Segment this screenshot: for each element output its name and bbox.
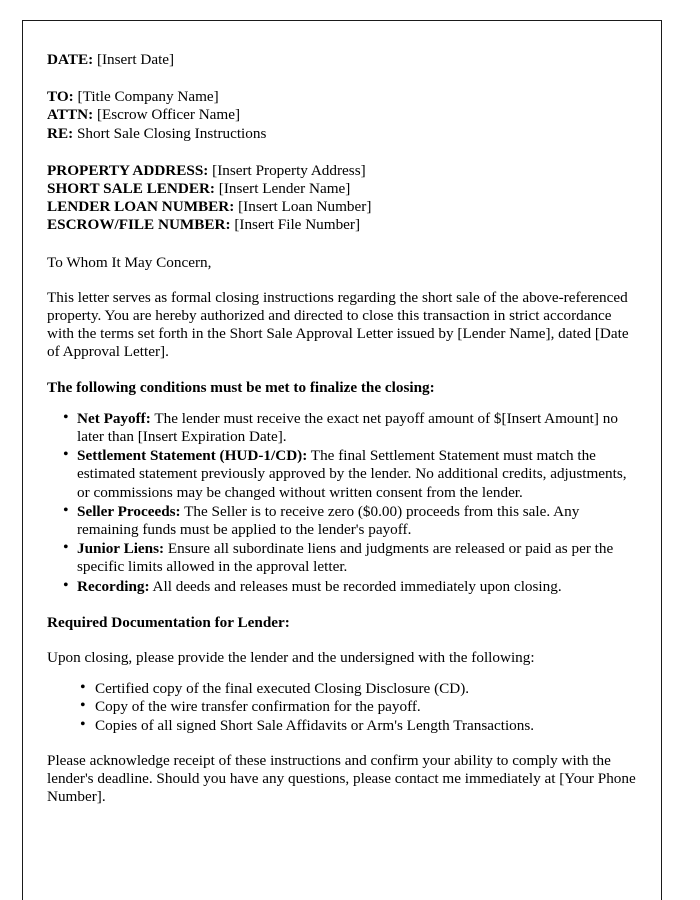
list-item [47,447,639,502]
field-property-address [47,162,639,180]
spacer [47,397,639,410]
intro-paragraph: This letter serves as formal closing instructions regarding the short sale of the above-referenced property. You are hereby authorized and directed to close this transaction in strict accordance with the terms set forth in the Short Sale Approval Letter issued by [Lender Name], dated [Date of Approval Letter]. [47,288,629,361]
list-item: • Certified copy of the final executed Closing Disclosure (CD). [47,680,639,698]
list-item [47,503,639,539]
documentation-list [47,680,639,735]
spacer [47,735,639,752]
field-to-label: TO: [47,88,74,106]
spacer [47,597,639,614]
field-date-label: DATE: [47,51,94,68]
list-item [47,578,639,596]
conditions-heading: The following conditions must be met to finalize the closing: [47,378,435,396]
field-date [47,51,639,69]
field-re [47,125,639,143]
spacer [47,632,639,649]
field-short-sale-lender-label: SHORT SALE LENDER: [47,180,215,198]
spacer [47,272,639,289]
field-escrow-file-number-label: ESCROW/FILE NUMBER: [47,216,231,234]
condition-term: Settlement Statement (HUD-1/CD): [77,447,308,465]
condition-text: The final Settlement Statement must match the estimated statement previously approved by the lender. No additional credits, adjustments, or commissions may be changed without written consent from the lender. [77,447,627,501]
list-item [47,410,639,446]
recipient-block [47,88,639,143]
field-date-value: [Insert Date] [96,51,175,68]
document-page [22,20,662,900]
field-to-value: [Title Company Name] [77,88,219,106]
spacer [47,143,639,162]
condition-text: The lender must receive the exact net payoff amount of $[Insert Amount] no later than [Insert Expiration Date]. [77,409,618,446]
condition-text: Ensure all subordinate liens and judgments are released or paid as per the specific limits allowed in the approval letter. [77,540,614,576]
documentation-heading: Required Documentation for Lender: [47,613,290,631]
field-property-address-value: [Insert Property Address] [212,161,366,179]
field-attn [47,106,639,124]
field-short-sale-lender [47,180,639,198]
spacer [47,667,639,680]
field-to [47,88,639,106]
field-escrow-file-number-value: [Insert File Number] [234,216,361,234]
condition-term: Recording: [77,577,150,595]
field-lender-loan-number-label: LENDER LOAN NUMBER: [47,198,235,216]
field-attn-label: ATTN: [47,106,94,124]
closing-paragraph: Please acknowledge receipt of these instructions and confirm your ability to comply with the lender's deadline. Should you have any questions, please contact me immediately at [Your Phone Number]. [47,751,636,806]
conditions-list [47,410,639,596]
condition-text: The Seller is to receive zero ($0.00) proceeds from this sale. Any remaining funds must be applied to the lender's payoff. [77,502,580,539]
field-lender-loan-number-value: [Insert Loan Number] [238,198,372,216]
condition-term: Seller Proceeds: [77,502,181,520]
list-item: • Copies of all signed Short Sale Affidavits or Arm's Length Transactions. [47,717,639,735]
salutation: To Whom It May Concern, [47,253,212,271]
condition-term: Junior Liens: [77,540,165,558]
condition-text: All deeds and releases must be recorded immediately upon closing. [149,577,562,595]
spacer [47,362,639,379]
list-item: • Copy of the wire transfer confirmation for the payoff. [47,698,639,716]
field-property-address-label: PROPERTY ADDRESS: [47,161,209,179]
documentation-intro: Upon closing, please provide the lender and the undersigned with the following: [47,649,535,667]
field-re-label: RE: [47,124,74,142]
property-block [47,162,639,235]
field-escrow-file-number [47,216,639,234]
date-block [47,51,639,69]
spacer [47,69,639,88]
condition-term: Net Payoff: [77,409,151,427]
field-re-value: Short Sale Closing Instructions [76,124,267,142]
document-body [23,21,661,807]
spacer [47,235,639,254]
field-short-sale-lender-value: [Insert Lender Name] [218,180,351,198]
field-attn-value: [Escrow Officer Name] [96,106,241,124]
field-lender-loan-number [47,198,639,216]
list-item [47,540,639,576]
